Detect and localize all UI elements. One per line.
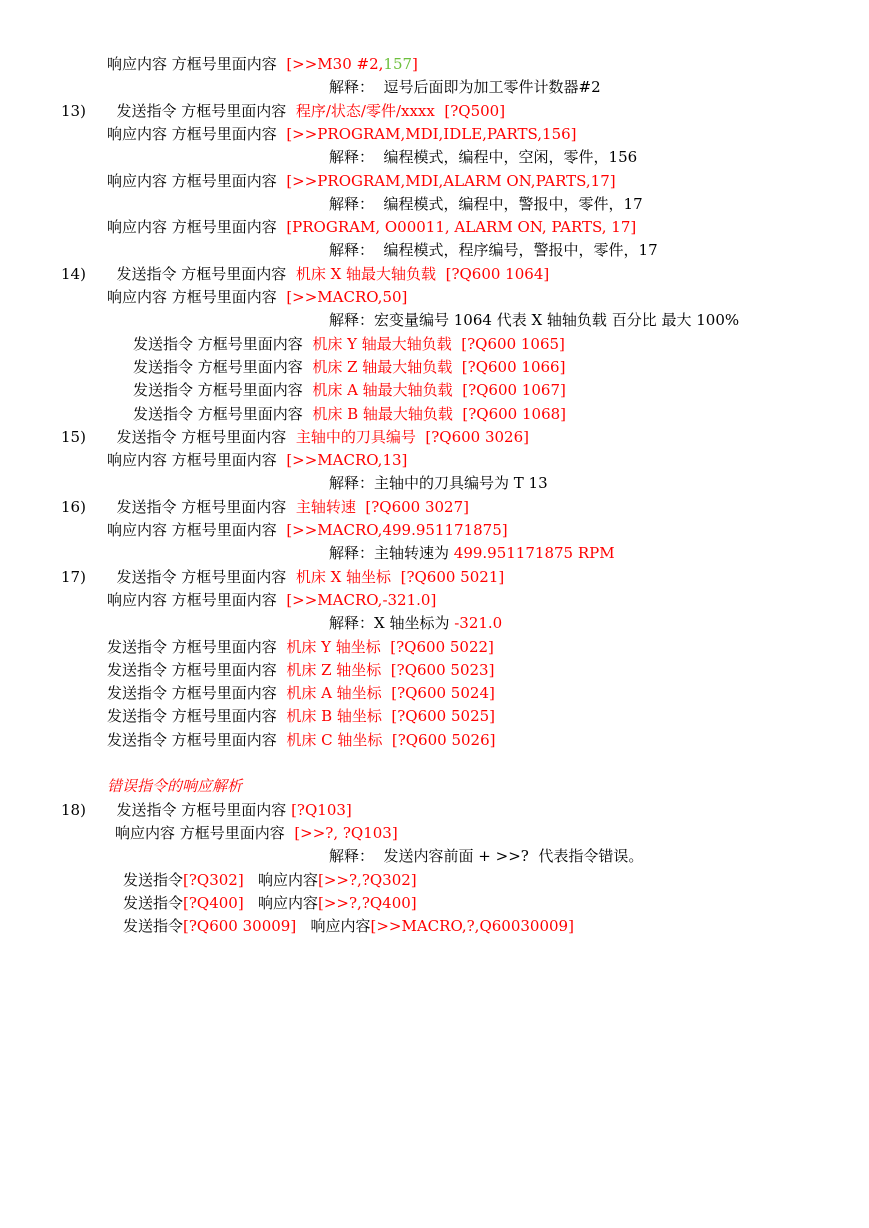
highlight-text: 机床 A 轴坐标 [?Q600 5024] xyxy=(286,684,495,703)
line-text: 响应内容 方框号里面内容 xyxy=(107,521,287,539)
highlight-text: [>>PROGRAM,MDI,IDLE,PARTS,156] xyxy=(286,124,577,143)
highlight-text: 499.951171875 RPM xyxy=(453,544,615,563)
text-line xyxy=(329,473,548,493)
line-text: 发送指令 方框号里面内容 xyxy=(133,381,313,400)
highlight-text: 主轴中的刀具编号 [?Q600 3026] xyxy=(295,427,529,446)
text-line xyxy=(133,404,566,424)
line-text: 解释： 编程模式，编程中，警报中，零件，17 xyxy=(329,194,643,213)
line-text: 解释： 编程模式，程序编号，警报中，零件，17 xyxy=(329,241,658,260)
line-text: 解释： 发送内容前面 + >>? 代表指令错误。 xyxy=(329,847,644,866)
highlight-text: 机床 B 轴坐标 [?Q600 5025] xyxy=(286,707,496,726)
text-line xyxy=(133,357,565,377)
highlight-text: 主轴转速 [?Q600 3027] xyxy=(295,497,469,516)
highlight-text: [?Q302] xyxy=(183,870,244,889)
line-text: 解释： 逗号后面即为加工零件计数器#2 xyxy=(329,78,601,97)
text-line xyxy=(133,334,565,354)
line-text: 发送指令 方框号里面内容 xyxy=(107,637,287,656)
line-text: 响应内容 xyxy=(243,893,319,912)
text-line xyxy=(329,846,643,866)
highlight-text: ] xyxy=(412,55,418,73)
highlight-text: 机床 Z 轴坐标 [?Q600 5023] xyxy=(286,660,495,679)
line-text: 发送指令 方框号里面内容 xyxy=(107,660,287,679)
highlight-text: [>>M30 #2, xyxy=(286,55,384,73)
highlight-text: [?Q103] xyxy=(291,800,352,819)
item-number: 15) xyxy=(61,427,86,446)
highlight-text: 程序/状态/零件/xxxx [?Q500] xyxy=(295,101,506,120)
line-text: 发送指令 xyxy=(123,893,184,912)
highlight-text: [>>?,?Q400] xyxy=(318,893,417,912)
highlight-text: [?Q400] xyxy=(183,893,244,912)
text-line xyxy=(107,776,242,796)
text-line xyxy=(107,800,352,820)
highlight-text: [?Q600 30009] xyxy=(183,917,297,936)
line-text: 发送指令 方框号里面内容 xyxy=(107,707,287,726)
line-text: 响应内容 方框号里面内容 xyxy=(107,451,287,470)
line-text: 发送指令 方框号里面内容 xyxy=(107,264,296,283)
line-text: 发送指令 方框号里面内容 xyxy=(133,334,313,353)
text-line xyxy=(107,287,407,307)
text-line xyxy=(107,217,636,237)
line-text: 响应内容 xyxy=(243,870,319,889)
text-line xyxy=(107,497,469,517)
item-number: 13) xyxy=(61,101,86,120)
item-number: 17) xyxy=(61,567,86,586)
text-line xyxy=(107,520,508,540)
highlight-text: 机床 C 轴坐标 [?Q600 5026] xyxy=(286,730,496,749)
line-text: 解释：主轴中的刀具编号为 T 13 xyxy=(329,474,548,493)
line-text: 响应内容 方框号里面内容 xyxy=(107,288,287,306)
line-text: 解释： 编程模式，编程中，空闲，零件，156 xyxy=(329,148,638,167)
line-text: 响应内容 方框号里面内容 xyxy=(115,823,295,842)
text-line xyxy=(107,427,529,447)
line-text: 解释：主轴转速为 xyxy=(329,544,454,563)
text-line xyxy=(107,730,495,750)
highlight-text: 机床 X 轴最大轴负载 [?Q600 1064] xyxy=(295,264,550,283)
line-text: 响应内容 方框号里面内容 xyxy=(107,590,287,609)
highlight-text: 机床 B 轴最大轴负载 [?Q600 1068] xyxy=(312,404,567,423)
text-line xyxy=(107,706,495,726)
text-line xyxy=(123,870,417,890)
highlight-text: [>>MACRO,13] xyxy=(286,451,408,470)
text-line xyxy=(329,310,739,330)
line-text: 发送指令 方框号里面内容 xyxy=(107,800,292,819)
text-line xyxy=(329,240,658,260)
item-number: 14) xyxy=(61,264,86,283)
text-line xyxy=(329,543,615,563)
line-text: 发送指令 xyxy=(123,870,184,889)
text-line xyxy=(329,77,601,97)
text-line xyxy=(107,54,418,74)
line-text: 响应内容 方框号里面内容 xyxy=(107,171,287,190)
text-line xyxy=(133,380,566,400)
text-line xyxy=(107,264,549,284)
line-text: 发送指令 xyxy=(123,917,184,936)
highlight-text: [>>?, ?Q103] xyxy=(294,823,398,842)
line-text: 发送指令 方框号里面内容 xyxy=(107,427,296,446)
text-line xyxy=(107,660,494,680)
line-text: 发送指令 方框号里面内容 xyxy=(107,684,287,703)
text-line xyxy=(107,683,495,703)
highlight-text: 机床 Y 轴最大轴负载 [?Q600 1065] xyxy=(312,334,565,353)
line-text: 响应内容 方框号里面内容 xyxy=(107,55,287,73)
highlight-text: [>>MACRO,50] xyxy=(286,288,408,306)
highlight-text: 机床 X 轴坐标 [?Q600 5021] xyxy=(295,567,505,586)
highlight-text: [>>PROGRAM,MDI,ALARM ON,PARTS,17] xyxy=(286,171,616,190)
line-text: 发送指令 方框号里面内容 xyxy=(133,404,313,423)
text-line xyxy=(329,613,502,633)
item-number: 18) xyxy=(61,800,86,819)
line-text: 解释：X 轴坐标为 xyxy=(329,614,455,633)
text-line xyxy=(107,124,577,144)
highlight-text: 机床 A 轴最大轴负载 [?Q600 1067] xyxy=(312,381,566,400)
text-line xyxy=(115,823,398,843)
highlight-text: [>>MACRO,?,Q60030009] xyxy=(370,917,574,936)
line-text: 发送指令 方框号里面内容 xyxy=(133,357,313,376)
line-text: 发送指令 方框号里面内容 xyxy=(107,567,296,586)
text-line xyxy=(329,147,637,167)
line-text: 响应内容 方框号里面内容 xyxy=(107,124,287,143)
highlight-text: [>>MACRO,-321.0] xyxy=(286,590,437,609)
text-line xyxy=(329,194,643,214)
highlight-text: [PROGRAM, O00011, ALARM ON, PARTS, 17] xyxy=(286,218,637,237)
line-text: 发送指令 方框号里面内容 xyxy=(107,497,296,516)
text-line xyxy=(107,567,504,587)
item-number: 16) xyxy=(61,497,86,516)
highlight-text: [>>MACRO,499.951171875] xyxy=(286,521,508,539)
highlight-text: -321.0 xyxy=(454,614,503,633)
highlight-text: 机床 Z 轴最大轴负载 [?Q600 1066] xyxy=(312,357,566,376)
line-text: 解释：宏变量编号 1064 代表 X 轴轴负载 百分比 最大 100% xyxy=(329,311,740,330)
highlight-text: 机床 Y 轴坐标 [?Q600 5022] xyxy=(286,637,494,656)
text-line xyxy=(123,893,417,913)
text-line xyxy=(107,101,505,121)
text-line xyxy=(123,916,574,936)
text-line xyxy=(107,637,494,657)
line-text: 发送指令 方框号里面内容 xyxy=(107,730,287,749)
highlight-text: [>>?,?Q302] xyxy=(318,870,417,889)
highlight-text: 错误指令的响应解析 xyxy=(107,777,243,796)
text-line xyxy=(107,590,436,610)
text-line xyxy=(107,171,616,191)
line-text: 响应内容 xyxy=(296,917,371,936)
text-line xyxy=(107,450,407,470)
line-text: 响应内容 方框号里面内容 xyxy=(107,218,287,237)
counter-value: 157 xyxy=(383,55,413,73)
line-text: 发送指令 方框号里面内容 xyxy=(107,101,296,120)
